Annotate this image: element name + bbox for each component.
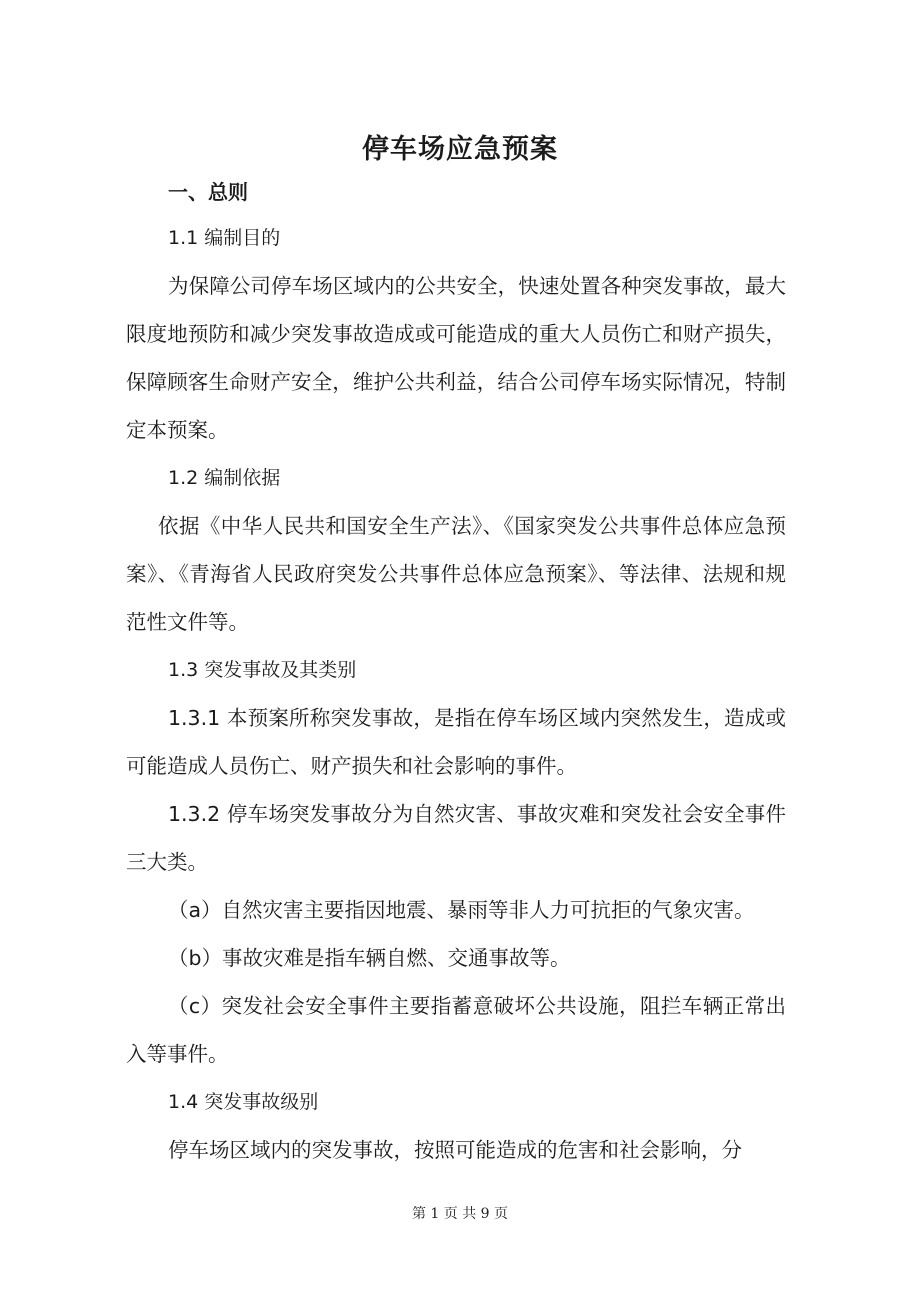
subsection-1-2-text: 依据《中华人民共和国安全生产法》、《国家突发公共事件总体应急预案》、《青海省人民政府突发公共事件总体应急预案》、等法律、法规和规范性文件等。: [126, 514, 786, 634]
subsection-1-3-label: 1.3 突发事故及其类别: [168, 659, 357, 681]
list-item-c: （c）突发社会安全事件主要指蓄意破坏公共设施，阻拦车辆正常出入等事件。: [126, 994, 786, 1066]
subsection-1-4-label: 1.4 突发事故级别: [168, 1091, 319, 1113]
page-footer: 第 1 页 共 9 页: [411, 1206, 509, 1222]
document-body: [126, 170, 786, 1174]
section-heading-general: 一、总则: [168, 180, 248, 204]
list-item-a: （a）自然灾害主要指因地震、暴雨等非人力可抗拒的气象灾害。: [168, 898, 755, 922]
subsection-1-3-2-text: 1.3.2 停车场突发事故分为自然灾害、事故灾难和突发社会安全事件三大类。: [126, 802, 786, 874]
subsection-1-3-1-text: 1.3.1 本预案所称突发事故，是指在停车场区域内突然发生，造成或可能造成人员伤亡、财产损失和社会影响的事件。: [126, 706, 786, 778]
subsection-1-4-text: 停车场区域内的突发事故，按照可能造成的危害和社会影响，分: [168, 1138, 742, 1162]
subsection-1-2-label: 1.2 编制依据: [168, 467, 281, 489]
list-item-b: （b）事故灾难是指车辆自燃、交通事故等。: [168, 946, 571, 970]
subsection-1-1-label: 1.1 编制目的: [168, 227, 281, 249]
page-title: 停车场应急预案: [362, 134, 558, 165]
subsection-1-1-text: 为保障公司停车场区域内的公共安全，快速处置各种突发事故，最大限度地预防和减少突发事故造成或可能造成的重大人员伤亡和财产损失，保障顾客生命财产安全，维护公共利益，结合公司停车场实际情况，特制定本预案。: [126, 274, 786, 442]
